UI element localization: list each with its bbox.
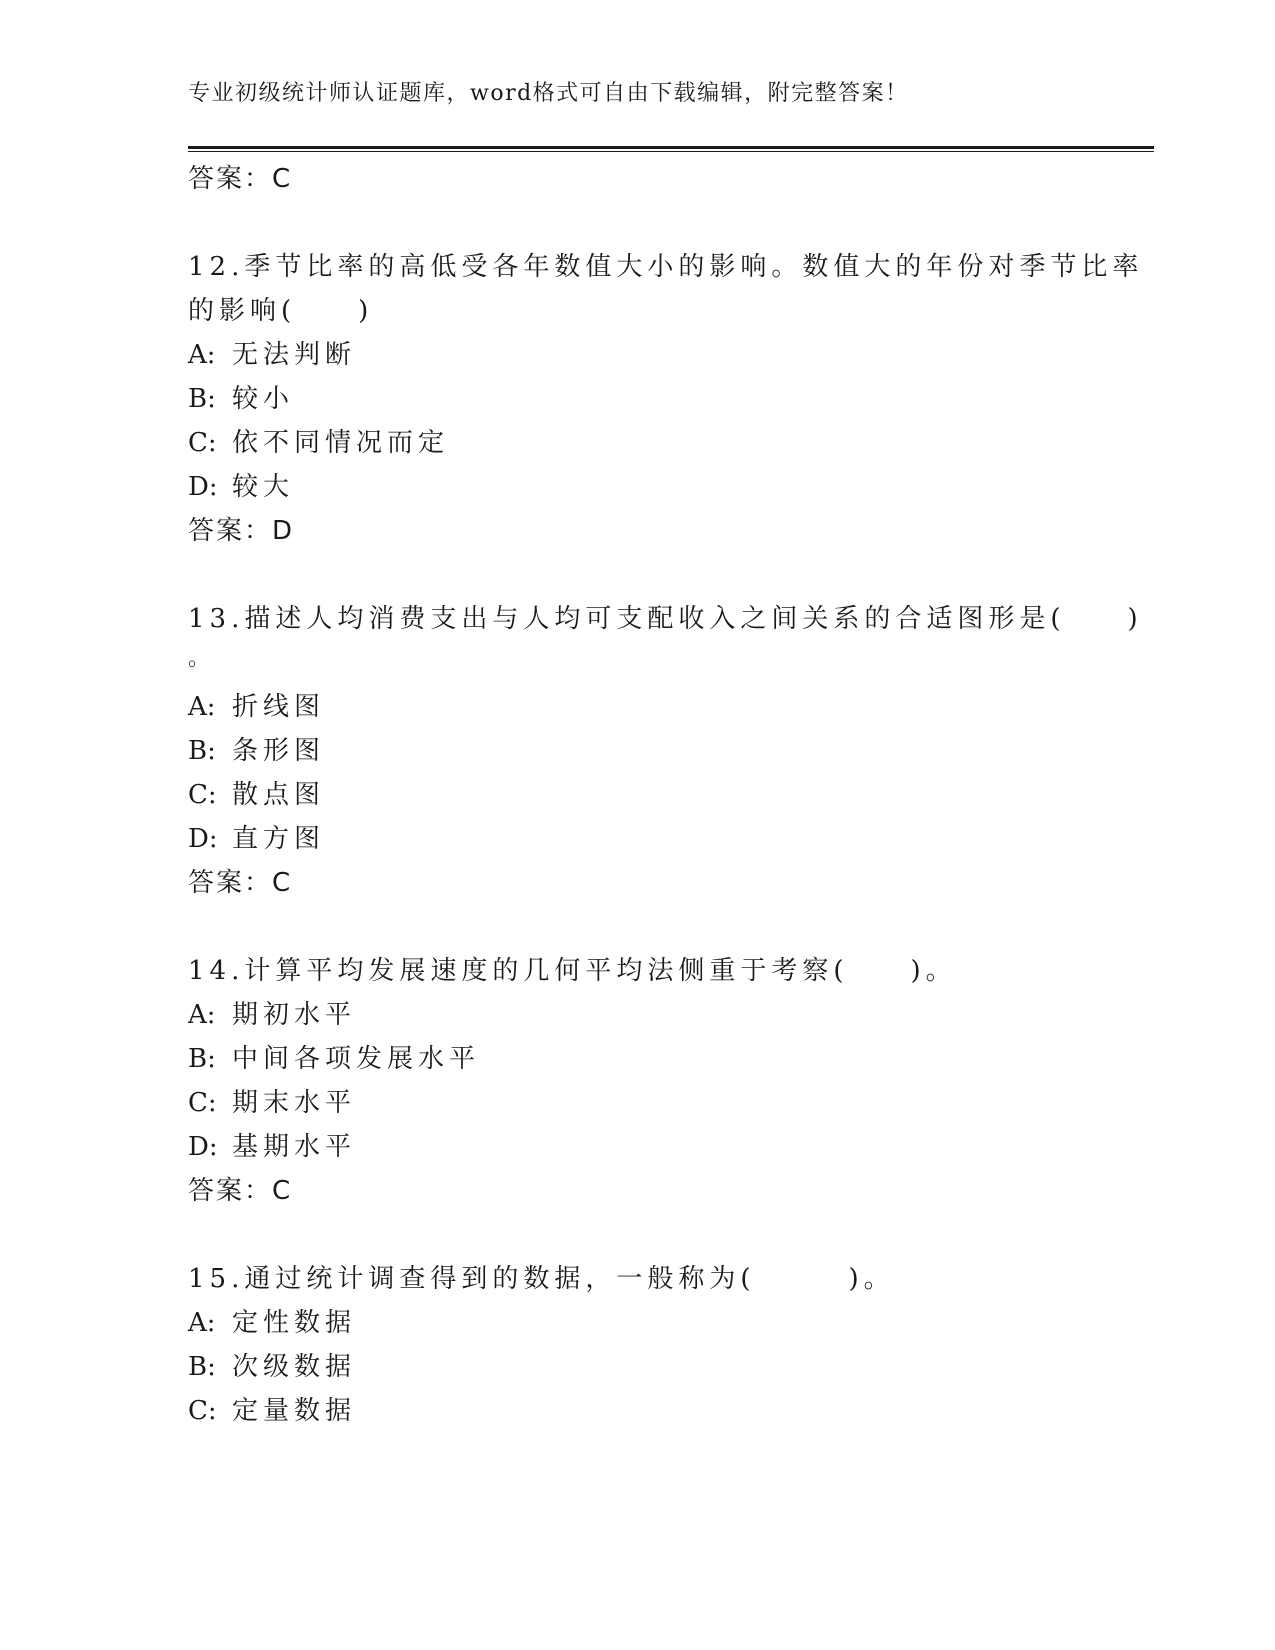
question-15-option-a xyxy=(188,1310,356,1336)
option-text: 依不同情况而定 xyxy=(232,428,450,458)
option-letter: C: xyxy=(188,1396,217,1426)
option-letter: B: xyxy=(188,384,216,414)
option-letter: D: xyxy=(188,824,218,854)
option-text: 定量数据 xyxy=(232,1396,357,1426)
page-header: 专业初级统计师认证题库，word格式可自由下载编辑，附完整答案！ xyxy=(188,81,909,106)
option-letter: D: xyxy=(188,472,218,502)
question-12-option-c xyxy=(188,430,449,456)
option-text: 基期水平 xyxy=(232,1132,357,1162)
option-letter: A: xyxy=(188,1000,216,1030)
question-15-text-line-1: 15.通过统计调查得到的数据，一般称为( )。 xyxy=(188,1264,895,1294)
question-12-text-line-1: 12.季节比率的高低受各年数值大小的影响。数值大的年份对季节比率 xyxy=(188,252,1144,282)
option-text: 中间各项发展水平 xyxy=(232,1044,481,1074)
option-text: 期末水平 xyxy=(232,1088,357,1118)
answer-13: 答案：C xyxy=(188,868,293,898)
option-text: 条形图 xyxy=(232,736,326,766)
option-text: 期初水平 xyxy=(232,1000,357,1030)
option-text: 直方图 xyxy=(232,824,326,854)
answer-12: 答案：D xyxy=(188,516,295,546)
header-rule-thin xyxy=(188,151,1154,152)
question-12-option-d xyxy=(188,474,294,500)
question-14-text-line-1: 14.计算平均发展速度的几何平均法侧重于考察( )。 xyxy=(188,956,957,986)
option-letter: A: xyxy=(188,340,216,370)
option-text: 较大 xyxy=(232,472,295,502)
option-letter: B: xyxy=(188,736,216,766)
option-letter: C: xyxy=(188,1088,217,1118)
option-text: 散点图 xyxy=(232,780,326,810)
question-15-option-b xyxy=(188,1354,356,1380)
question-13-text-line-2: 。 xyxy=(188,646,216,671)
option-letter: C: xyxy=(188,780,217,810)
option-text: 无法判断 xyxy=(232,340,357,370)
option-letter: A: xyxy=(188,692,216,722)
option-text: 折线图 xyxy=(232,692,326,722)
question-14-option-c xyxy=(188,1090,356,1116)
question-12-option-b xyxy=(188,386,294,412)
question-13-option-a xyxy=(188,694,325,720)
question-14-option-d xyxy=(188,1134,356,1160)
option-text: 次级数据 xyxy=(232,1352,357,1382)
question-12-text-line-2: 的影响( ) xyxy=(188,296,374,326)
question-13-text-line-1: 13.描述人均消费支出与人均可支配收入之间关系的合适图形是( ) xyxy=(188,604,1143,634)
answer-14: 答案：C xyxy=(188,1176,293,1206)
question-14-option-a xyxy=(188,1002,356,1028)
question-12-option-a xyxy=(188,342,356,368)
option-text: 较小 xyxy=(232,384,295,414)
question-14-option-b xyxy=(188,1046,480,1072)
header-rule-thick xyxy=(188,146,1154,149)
question-13-option-c xyxy=(188,782,325,808)
option-letter: B: xyxy=(188,1044,216,1074)
question-15-option-c xyxy=(188,1398,356,1424)
option-letter: D: xyxy=(188,1132,218,1162)
question-13-option-d xyxy=(188,826,325,852)
question-13-option-b xyxy=(188,738,325,764)
option-letter: B: xyxy=(188,1352,216,1382)
answer-11: 答案：C xyxy=(188,164,293,194)
option-letter: A: xyxy=(188,1308,216,1338)
option-text: 定性数据 xyxy=(232,1308,357,1338)
option-letter: C: xyxy=(188,428,217,458)
